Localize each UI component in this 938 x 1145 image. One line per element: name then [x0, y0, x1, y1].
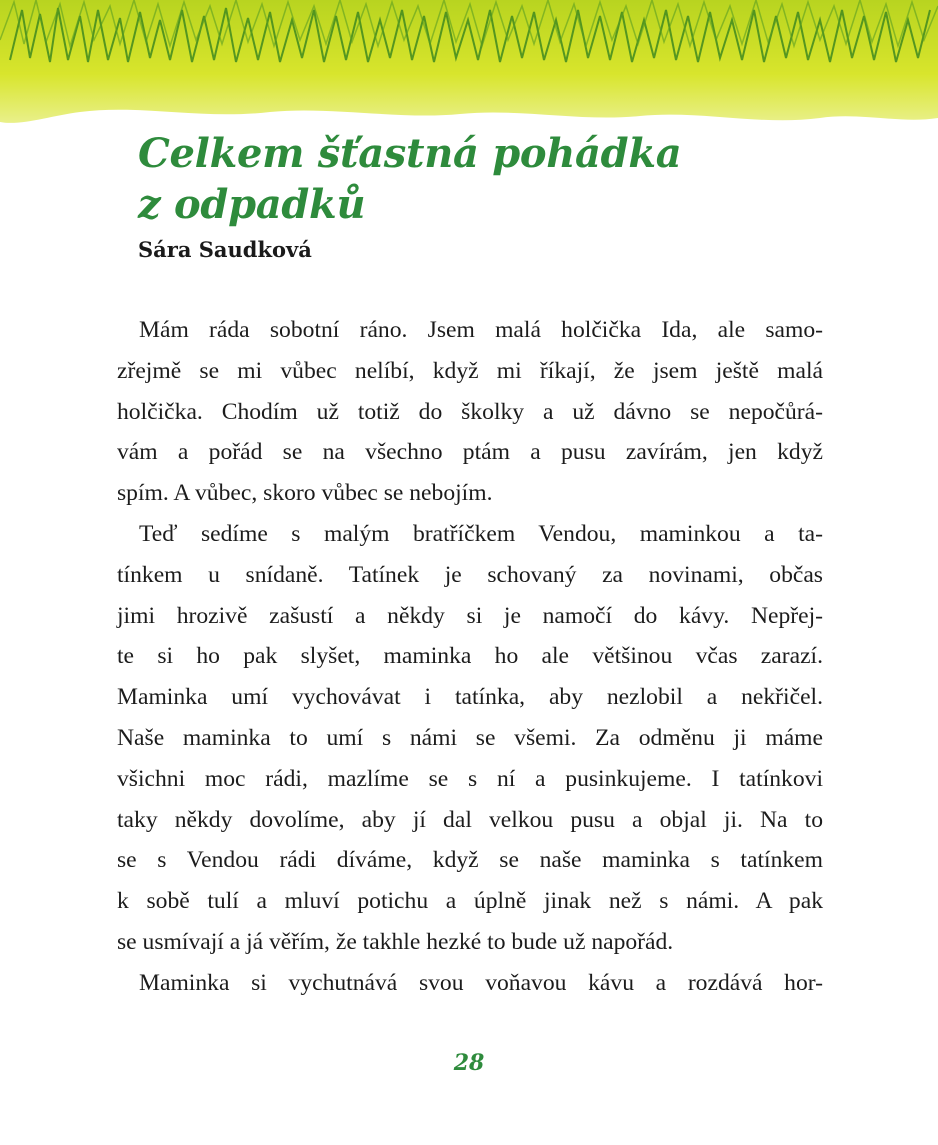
paragraph — [117, 963, 823, 1004]
text-line: Maminka umí vychovávat i tatínka, aby nezlobil a nekřičel. — [117, 684, 823, 711]
text-line: te si ho pak slyšet, maminka ho ale většinou včas zarazí. — [117, 643, 823, 670]
text-line: všichni moc rádi, mazlíme se s ní a pusinkujeme. I tatínkovi — [117, 765, 823, 792]
text-line: se usmívají a já věřím, že takhle hezké to bude už napořád. — [117, 928, 674, 955]
text-line: jimi hrozivě zašustí a někdy si je namočí do kávy. Nepřej- — [117, 602, 823, 629]
text-line: vám a pořád se na všechno ptám a pusu zavírám, jen když — [117, 439, 823, 466]
text-line: taky někdy dovolíme, aby jí dal velkou pusu a objal ji. Na to — [117, 806, 823, 833]
text-line: Mám ráda sobotní ráno. Jsem malá holčička Ida, ale samo- — [139, 317, 823, 343]
text-line: Naše maminka to umí s námi se všemi. Za odměnu ji máme — [117, 724, 823, 751]
story-body — [117, 310, 823, 1004]
text-line: spím. A vůbec, skoro vůbec se nebojím. — [117, 480, 493, 507]
text-line: holčička. Chodím už totiž do školky a už dávno se nepočůrá- — [117, 398, 823, 425]
text-line: Teď sedíme s malým bratříčkem Vendou, maminkou a ta- — [139, 520, 823, 547]
author-name: Sára Saudková — [138, 237, 312, 262]
text-line: k sobě tulí a mluví potichu a úplně jinak než s námi. A pak — [117, 888, 823, 915]
text-line: se s Vendou rádi díváme, když se naše maminka s tatínkem — [117, 847, 823, 874]
text-line: zřejmě se mi vůbec nelíbí, když mi říkají, že jsem ještě malá — [117, 357, 823, 384]
text-line: Maminka si vychutnává svou voňavou kávu a rozdává hor- — [139, 969, 823, 996]
paragraph — [117, 310, 823, 514]
story-title-line-1: Celkem šťastná pohádka — [138, 130, 682, 177]
story-title-line-2: z odpadků — [138, 181, 366, 228]
story-title — [138, 128, 681, 230]
grass-banner-illustration — [0, 0, 938, 140]
text-line: tínkem u snídaně. Tatínek je schovaný za novinami, občas — [117, 561, 823, 588]
page-number: 28 — [453, 1050, 485, 1076]
paragraph — [117, 514, 823, 963]
